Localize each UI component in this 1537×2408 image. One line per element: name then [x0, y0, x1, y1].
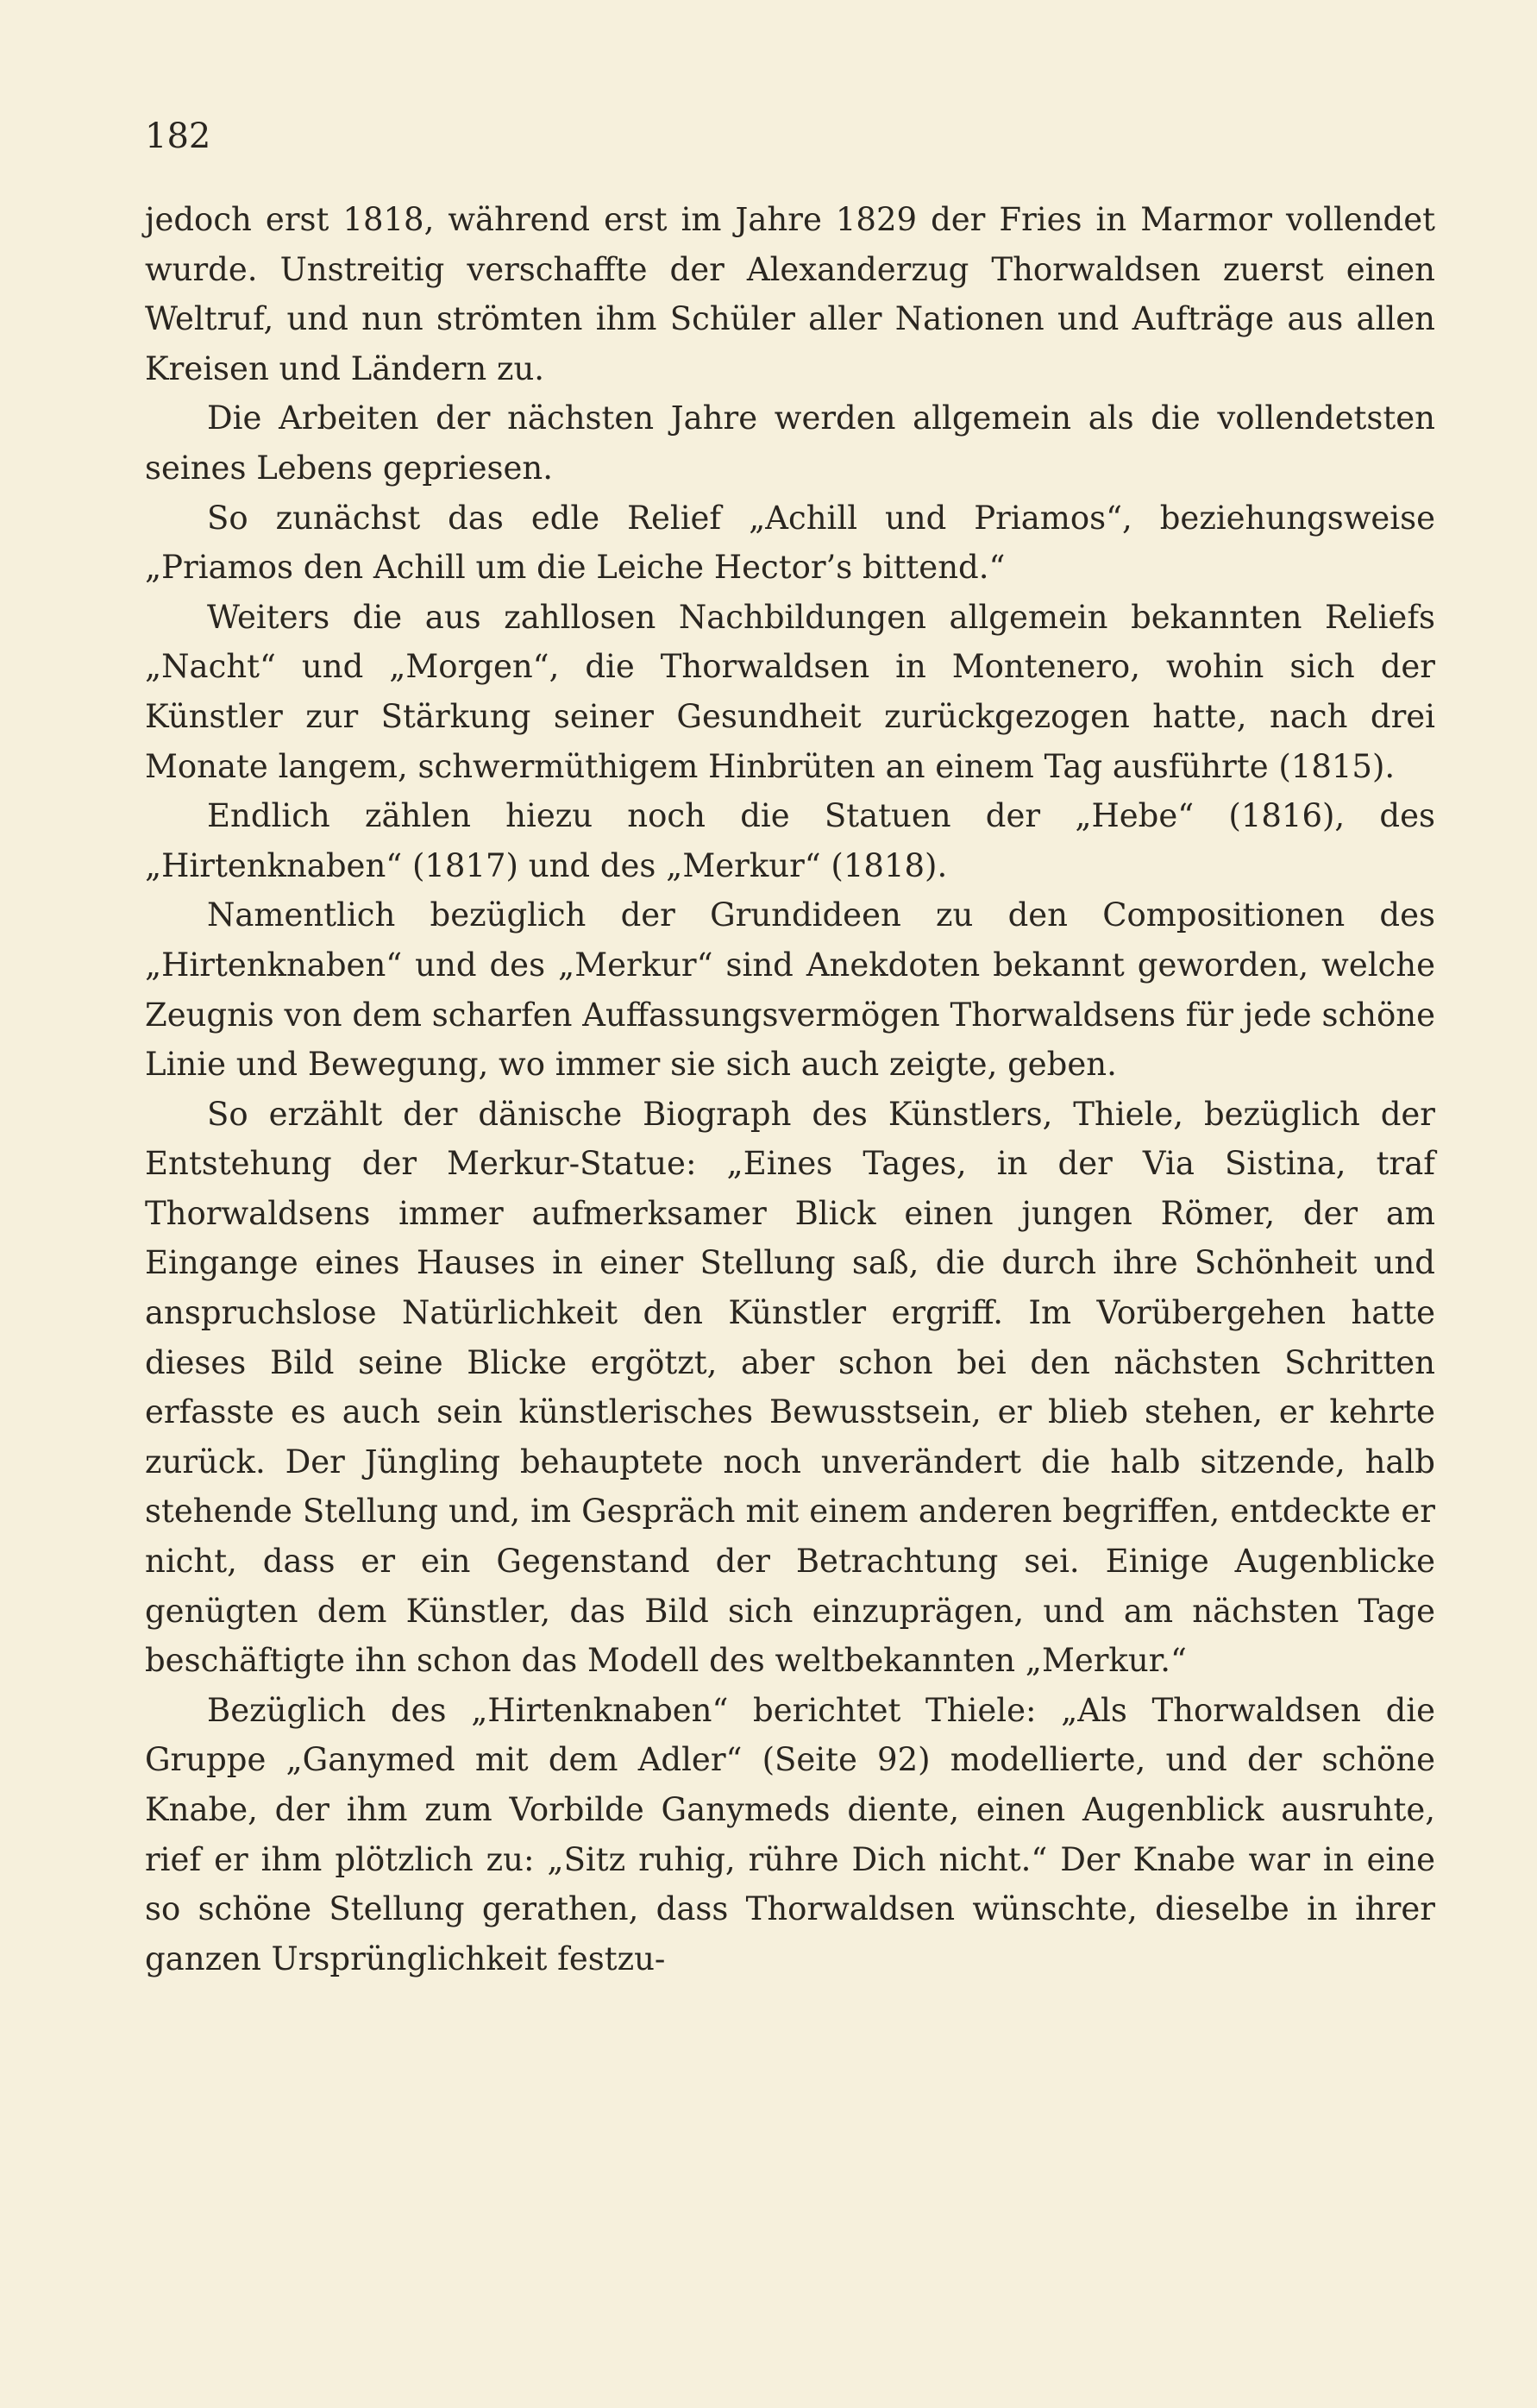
paragraph: So zunächst das edle Relief „Achill und Priamos“, beziehungsweise „Priamos den Achill um die Leiche Hector’s bittend.“: [145, 499, 1435, 587]
paragraph: Namentlich bezüglich der Grundideen zu den Compositionen des „Hirtenknaben“ und des „Merkur“ sind Anekdoten bekannt geworden, welche Zeugnis von dem scharfen Auffassungsvermögen Thorwaldsens für jede schöne Linie und Bewegung, wo immer sie sich auch zeigte, geben.: [145, 896, 1435, 1084]
paragraph: Weiters die aus zahllosen Nachbildungen allgemein bekannten Reliefs „Nacht“ und „Morgen“, die Thorwaldsen in Montenero, wohin sich der Künstler zur Stärkung seiner Gesundheit zurückgezogen hatte, nach drei Monate langem, schwermüthigem Hinbrüten an einem Tag ausführte (1815).: [145, 598, 1435, 785]
paragraph: Endlich zählen hiezu noch die Statuen der „Hebe“ (1816), des „Hirtenknaben“ (1817) und des „Merkur“ (1818).: [145, 797, 1435, 884]
paragraph: jedoch erst 1818, während erst im Jahre 1829 der Fries in Marmor vollendet wurde. Unstreitig verschaffte der Alexanderzug Thorwaldsen zuerst einen Weltruf, und nun strömten ihm Schüler aller Nationen und Aufträge aus allen Kreisen und Ländern zu.: [145, 201, 1435, 387]
body-text: [145, 195, 1435, 1984]
paragraph: So erzählt der dänische Biograph des Künstlers, Thiele, bezüglich der Entstehung der Merkur-Statue: „Eines Tages, in der Via Sistina, traf Thorwaldsens immer aufmerksamer Blick einen jungen Römer, der am Eingange eines Hauses in einer Stellung saß, die durch ihre Schönheit und anspruchslose Natürlichkeit den Künstler ergriff. Im Vorübergehen hatte dieses Bild seine Blicke ergötzt, aber schon bei den nächsten Schritten erfasste es auch sein künstlerisches Bewusstsein, er blieb stehen, er kehrte zurück. Der Jüngling behauptete noch unverändert die halb sitzende, halb stehende Stellung und, im Gespräch mit einem anderen begriffen, entdeckte er nicht, dass er ein Gegenstand der Betrachtung sei. Einige Augenblicke genügten dem Künstler, das Bild sich einzuprägen, und am nächsten Tage beschäftigte ihn schon das Modell des weltbekannten „Merkur.“: [145, 1095, 1435, 1680]
paragraph: Die Arbeiten der nächsten Jahre werden allgemein als die vollendetsten seines Lebens gepriesen.: [145, 399, 1435, 487]
paragraph: Bezüglich des „Hirtenknaben“ berichtet Thiele: „Als Thorwaldsen die Gruppe „Ganymed mit dem Adler“ (Seite 92) modellierte, und der schöne Knabe, der ihm zum Vorbilde Ganymeds diente, einen Augenblick ausruhte, rief er ihm plötzlich zu: „Sitz ruhig, rühre Dich nicht.“ Der Knabe war in eine so schöne Stellung gerathen, dass Thorwaldsen wünschte, dieselbe in ihrer ganzen Ursprünglichkeit festzu-: [145, 1691, 1435, 1977]
page-number: 182: [145, 116, 211, 156]
